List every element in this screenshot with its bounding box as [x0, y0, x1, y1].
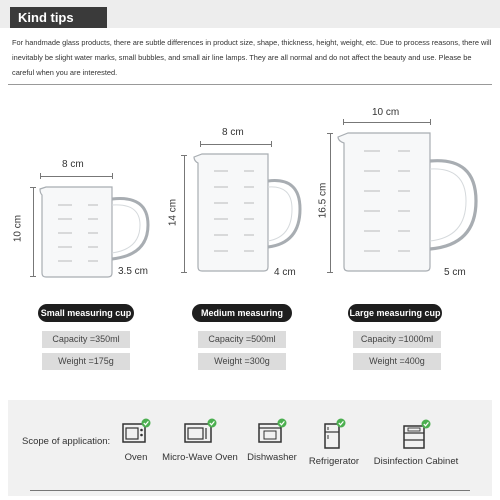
- medium-cup-capacity: Capacity =500ml: [198, 331, 286, 348]
- small-cup-capacity: Capacity =350ml: [42, 331, 130, 348]
- divider: [8, 84, 492, 85]
- scope-label-disinfection-cabinet: Disinfection Cabinet: [373, 456, 459, 467]
- scope-item-refrigerator: [304, 418, 364, 467]
- medium-cup-height: 14 cm: [167, 198, 179, 227]
- scope-label-refrigerator: Refrigerator: [308, 456, 360, 467]
- scope-label-dishwasher: Dishwasher: [247, 452, 297, 463]
- small-cup-weight: Weight =175g: [42, 353, 130, 370]
- scope-label-microwave: Micro-Wave Oven: [162, 452, 238, 463]
- small-cup-height-bracket: [30, 187, 36, 277]
- large-cup-weight: Weight =400g: [353, 353, 441, 370]
- kind-tips-heading: Kind tips: [10, 7, 107, 28]
- medium-cup-width-bracket: [200, 141, 272, 147]
- small-cup-width-bracket: [40, 173, 113, 179]
- large-cup-width-bracket: [343, 119, 431, 125]
- medium-cup-width: 8 cm: [222, 127, 244, 138]
- medium-cup-handle: 4 cm: [274, 267, 296, 278]
- microwave-icon: [183, 418, 217, 446]
- disinfection-cabinet-icon: [401, 418, 431, 450]
- large-cup-width: 10 cm: [372, 107, 400, 118]
- scope-item-microwave: [160, 418, 240, 463]
- small-cup-label: Small measuring cup: [38, 304, 134, 322]
- cups-illustration: [0, 95, 500, 395]
- medium-cup-weight: Weight =300g: [198, 353, 286, 370]
- kind-tips-text: For handmade glass products, there are subtle differences in product size, shape, thickness, height, weight, etc. Due to process reasons, there will inevitably be slight water marks, small bubbles, and small air line lamps. They are all normal and do not affect the beauty and use. Please be careful when you are interested.: [12, 38, 492, 77]
- small-cup-height: 10 cm: [12, 214, 24, 243]
- refrigerator-icon: [321, 418, 347, 450]
- large-cup-label: Large measuring cup: [348, 304, 442, 322]
- scope-item-oven: [116, 418, 156, 463]
- large-cup-capacity: Capacity =1000ml: [353, 331, 441, 348]
- medium-cup-height-bracket: [181, 155, 187, 273]
- scope-label-oven: Oven: [124, 452, 148, 463]
- scope-item-disinfection-cabinet: [368, 418, 464, 467]
- large-cup-image: [336, 129, 480, 275]
- small-cup-handle: 3.5 cm: [118, 266, 149, 277]
- scope-item-dishwasher: [244, 418, 300, 463]
- scope-divider: [30, 490, 470, 491]
- scope-title: Scope of application:: [22, 436, 111, 447]
- scope-of-application: [8, 400, 492, 496]
- medium-cup-image: [192, 151, 304, 275]
- large-cup-handle: 5 cm: [444, 267, 466, 278]
- small-cup-width: 8 cm: [62, 159, 84, 170]
- oven-icon: [121, 418, 151, 446]
- medium-cup-label: Medium measuring: [192, 304, 292, 322]
- large-cup-height: 16.5 cm: [317, 182, 329, 219]
- dishwasher-icon: [257, 418, 287, 446]
